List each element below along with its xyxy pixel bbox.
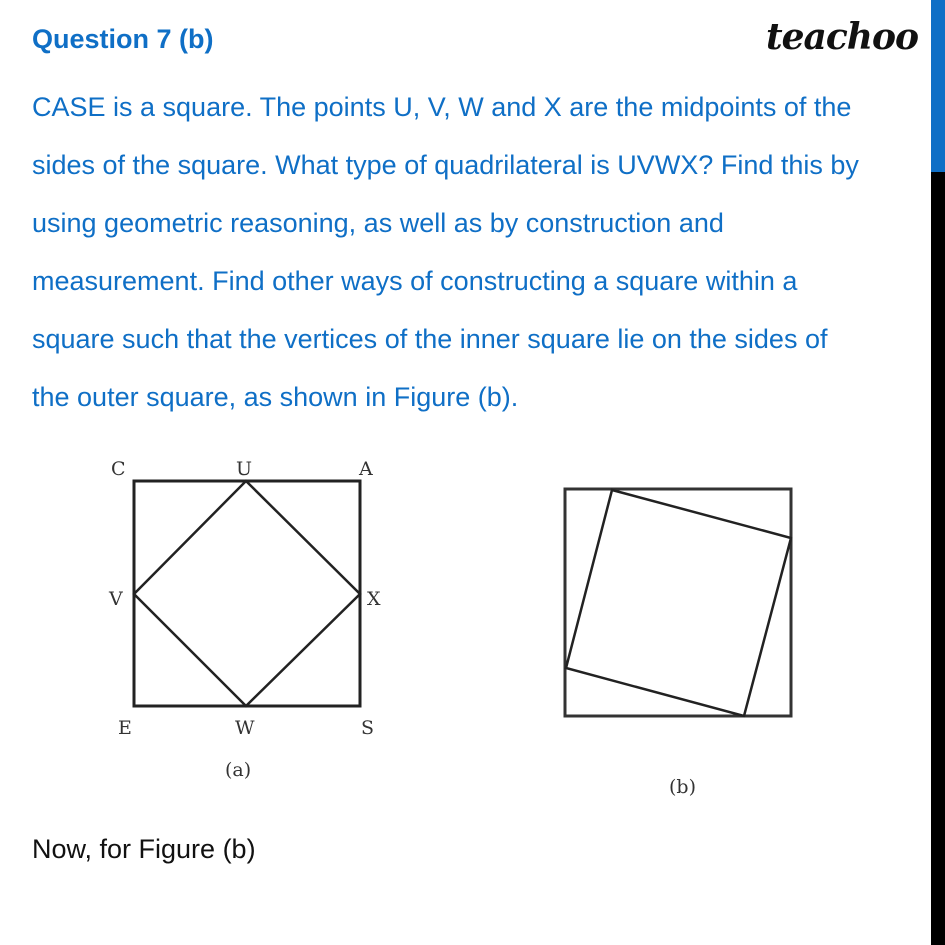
label-w: W xyxy=(235,717,255,739)
label-c: C xyxy=(111,458,126,480)
scrollbar-track[interactable] xyxy=(931,172,945,945)
question-line: using geometric reasoning, as well as by construction and xyxy=(32,208,724,238)
label-s: S xyxy=(361,717,375,739)
caption-a: (a) xyxy=(225,759,252,781)
outer-square-case xyxy=(134,481,360,706)
question-line: sides of the square. What type of quadrilateral is UVWX? Find this by xyxy=(32,150,859,180)
outer-square-b xyxy=(565,489,791,716)
question-line: measurement. Find other ways of constructing a square within a xyxy=(32,266,798,296)
label-e: E xyxy=(118,717,132,739)
inner-square-uvwx xyxy=(134,481,360,706)
label-u: U xyxy=(236,458,253,480)
figure-b xyxy=(565,489,791,798)
figure-a xyxy=(108,458,381,781)
question-line: the outer square, as shown in Figure (b). xyxy=(32,382,519,412)
inner-square-b xyxy=(566,490,791,716)
question-title: Question 7 (b) xyxy=(32,24,214,54)
question-line: CASE is a square. The points U, V, W and X are the midpoints of the xyxy=(32,92,852,122)
scrollbar-thumb[interactable] xyxy=(931,0,945,172)
caption-b: (b) xyxy=(669,776,696,798)
label-x: X xyxy=(367,588,381,610)
label-a: A xyxy=(359,458,373,480)
teachoo-logo: teachoo xyxy=(766,16,918,58)
solution-intro: Now, for Figure (b) xyxy=(32,834,256,864)
question-line: square such that the vertices of the inner square lie on the sides of xyxy=(32,324,828,354)
label-v: V xyxy=(109,588,123,610)
